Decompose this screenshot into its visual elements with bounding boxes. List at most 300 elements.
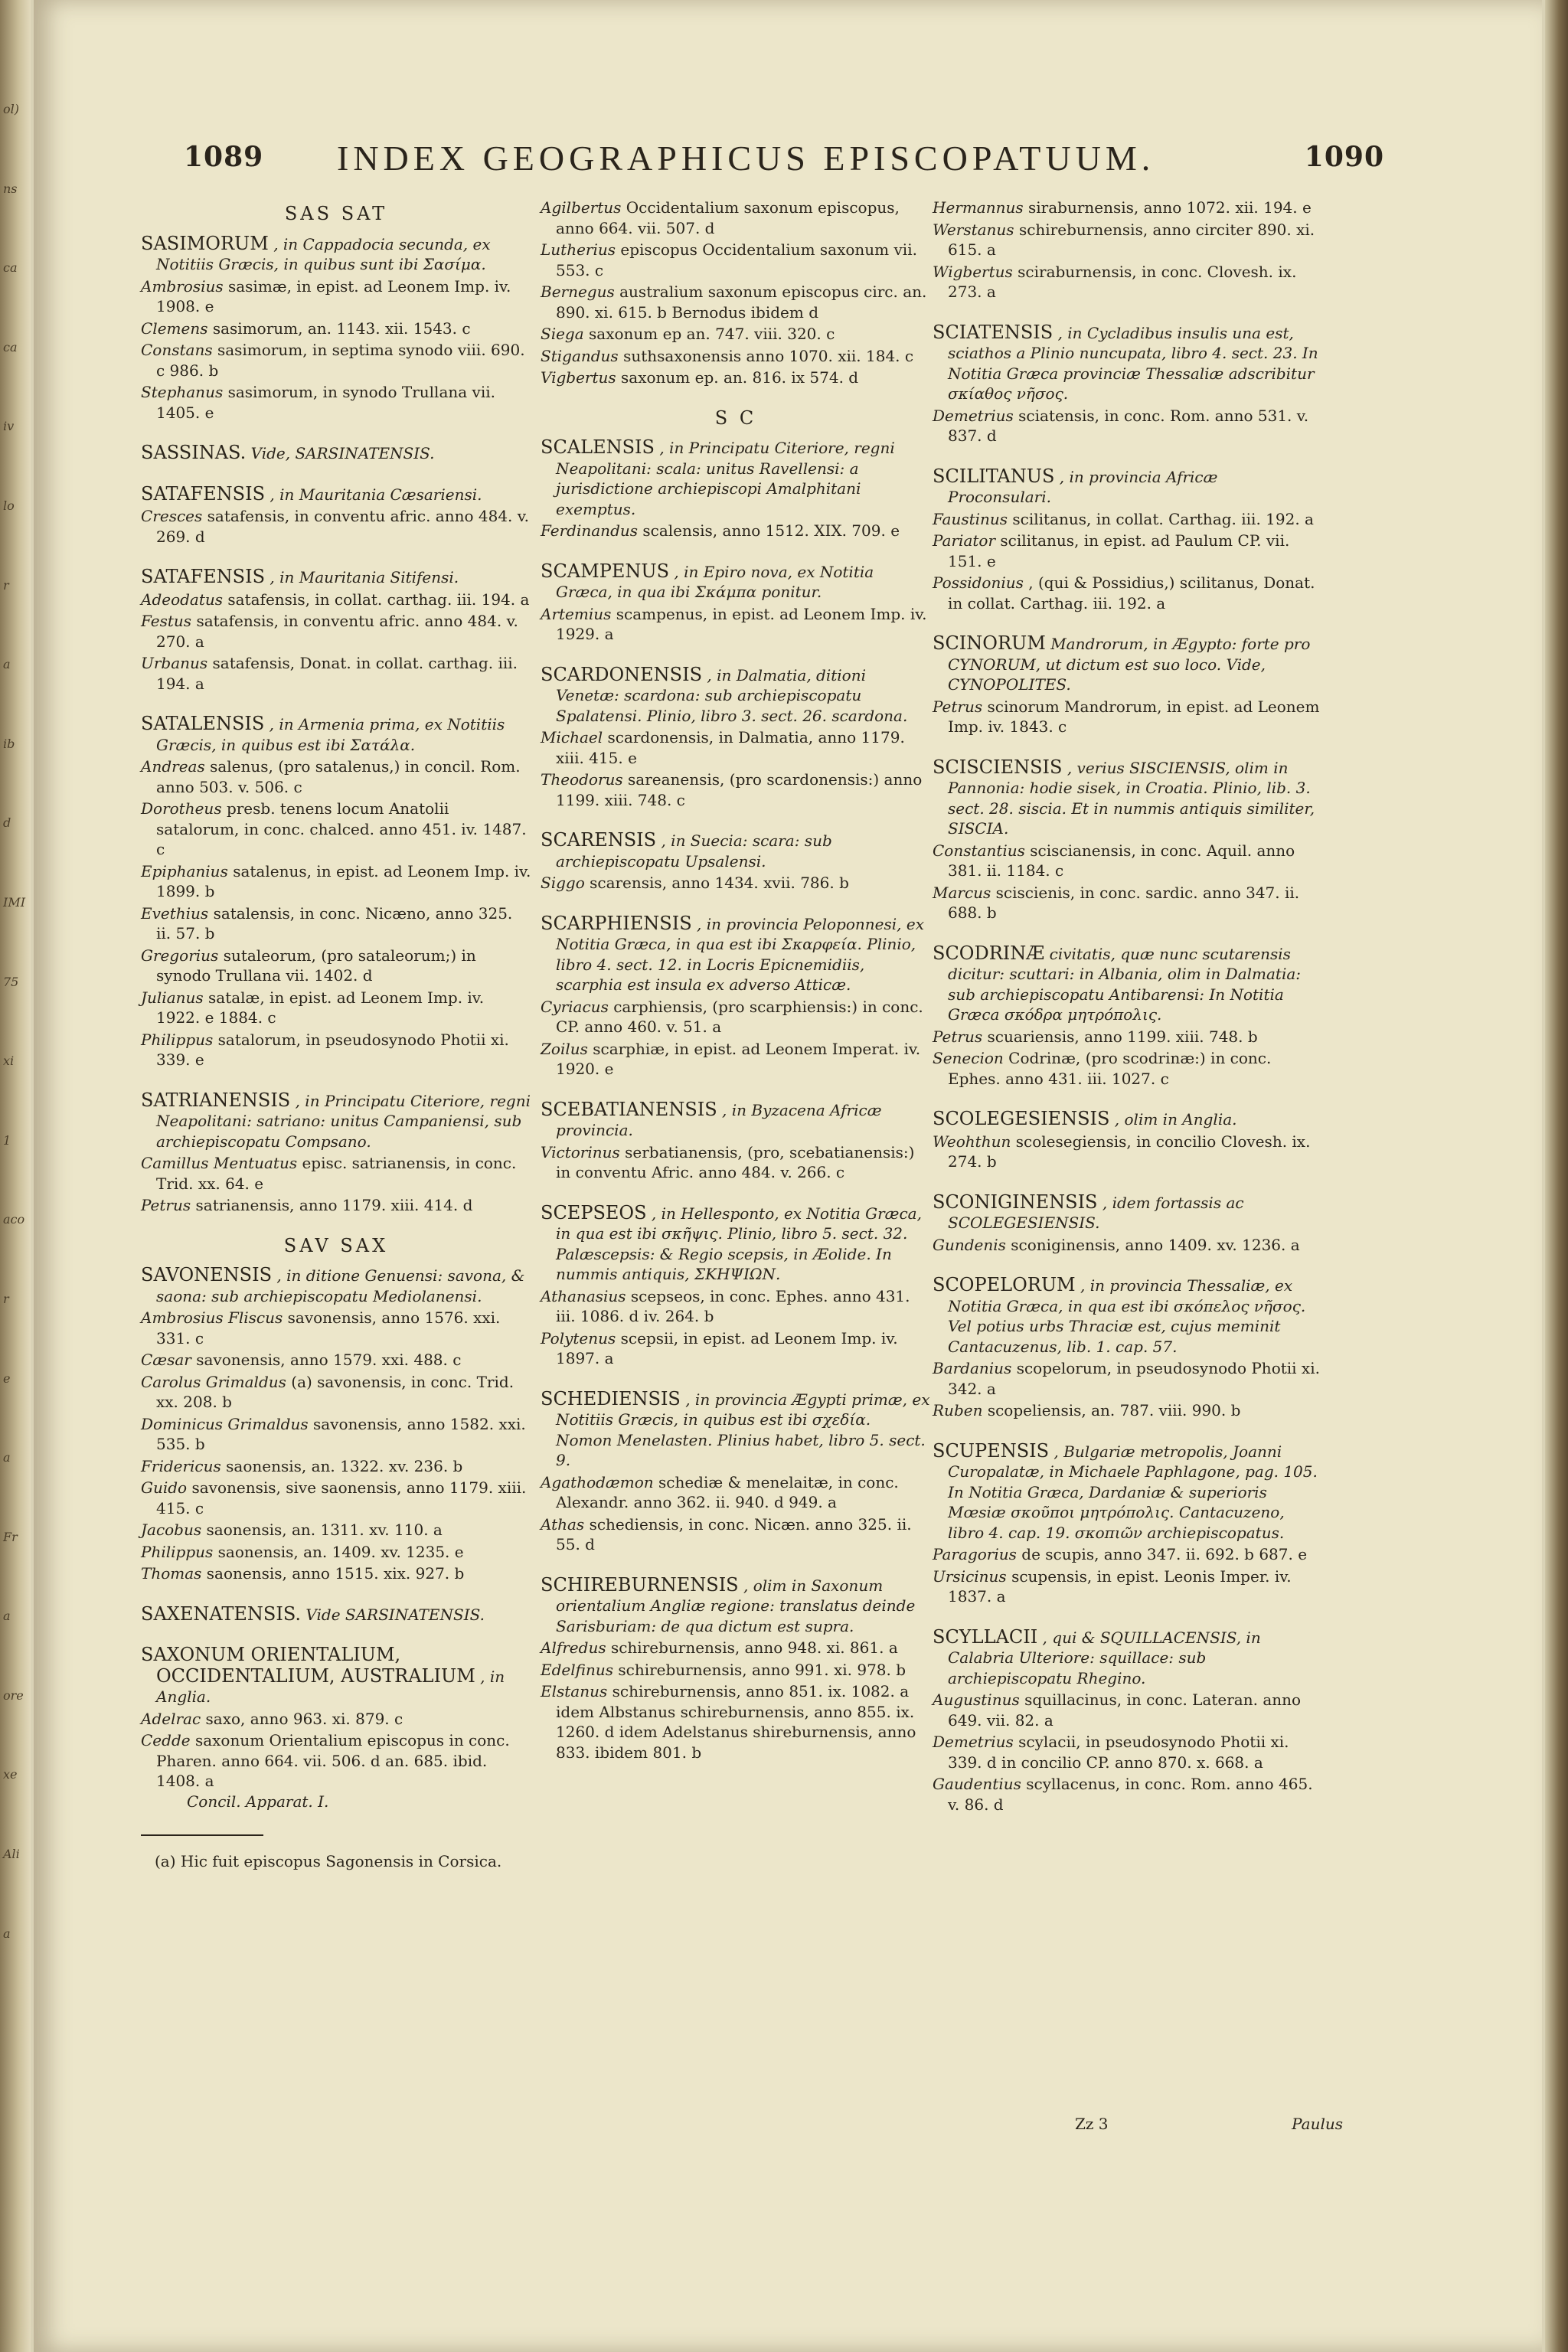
- index-entry: [541, 913, 931, 1080]
- page: [34, 0, 1542, 2352]
- entry-heading: [541, 913, 931, 995]
- entry-heading: [933, 1627, 1323, 1689]
- entry-heading: [141, 714, 531, 755]
- bishop-name: Julianus: [141, 988, 204, 1007]
- bishop-reference: schediæ & menelaitæ, in conc. Alexandr. anno 362. ii. 940. d 949. a: [556, 1472, 899, 1511]
- bishop-entry: [541, 873, 931, 893]
- index-entry: [541, 830, 931, 893]
- bishop-entry: [141, 1030, 531, 1070]
- bishop-entry: [933, 198, 1323, 218]
- bishop-reference: scilitanus, in epist. ad Paulum CP. vii. 151. e: [948, 531, 1290, 570]
- bishop-name: Gaudentius: [933, 1775, 1021, 1793]
- bishop-name: Ambrosius Fliscus: [141, 1308, 283, 1327]
- bishop-reference: scolesegiensis, in concilio Clovesh. ix. 274. b: [948, 1132, 1311, 1171]
- bishop-name: Bernegus: [541, 283, 615, 301]
- index-entry: [541, 561, 931, 645]
- bishop-entry: [141, 276, 531, 317]
- headword: SCISCIENSIS: [933, 756, 1063, 778]
- bishop-entry: [541, 368, 931, 388]
- bishop-name: Victorinus: [541, 1142, 620, 1161]
- entry-description: , in Cycladibus insulis una est, sciathos a Plinio nuncupata, libro 4. sect. 23. In Notitia Græca provinciæ Thessaliæ adscribitur σκίαθος νῆσος.: [948, 323, 1318, 403]
- running-title: INDEX GEOGRAPHICUS EPISCOPATUUM.: [337, 139, 1155, 178]
- bishop-name: Weohthun: [933, 1132, 1011, 1151]
- bishop-name: Lutherius: [541, 240, 616, 259]
- bishop-name: Polytenus: [541, 1328, 616, 1348]
- headword: SATAFENSIS: [141, 482, 266, 505]
- entry-description: , in ditione Genuensi: savona, & saona: sub archiepiscopatu Mediolanensi.: [156, 1266, 525, 1305]
- bishop-name: Thomas: [141, 1564, 202, 1583]
- bishop-name: Petrus: [933, 697, 983, 716]
- bishop-entry: [933, 841, 1323, 881]
- bishop-reference: scinorum Mandrorum, in epist. ad Leonem Imp. iv. 1843. c: [948, 697, 1320, 736]
- index-entry: [933, 466, 1323, 614]
- index-entry: [141, 1604, 531, 1625]
- entry-description: , in Byzacena Africæ provincia.: [556, 1100, 882, 1139]
- entry-heading: [933, 466, 1323, 508]
- bishop-name: Dorotheus: [141, 799, 222, 818]
- bishop-reference: siraburnensis, anno 1072. xii. 194. e: [1028, 198, 1312, 217]
- bishop-reference: scalensis, anno 1512. XIX. 709. e: [642, 521, 900, 540]
- bishop-reference: saonensis, an. 1311. xv. 110. a: [206, 1521, 443, 1539]
- headword: SCALENSIS: [541, 436, 655, 458]
- entry-description: , in Dalmatia, ditioni Venetæ: scardona: sub archiepiscopatu Spalatensi. Plinio, libro 3. sect. 26. scardona.: [556, 665, 908, 725]
- bishop-name: Marcus: [933, 883, 991, 902]
- entry-heading: [141, 484, 531, 505]
- bishop-name: Pariator: [933, 531, 996, 550]
- bishop-name: Siggo: [541, 874, 585, 892]
- bishop-entry: [933, 406, 1323, 446]
- spine-fragment: a: [3, 657, 11, 672]
- bishop-reference: scopelorum, in pseudosynodo Photii xi. 342. a: [948, 1359, 1320, 1398]
- entry-description: , Bulgariæ metropolis, Joanni Curopalatæ, in Michaele Paphlagone, pag. 105. In Notitia Græca, Dardaniæ & superioris Mœsiæ σκοῦποι μητρόπολις. Cantacuzeno, libro 4. cap. 19. σκοπιῶν archiepiscopatus.: [948, 1442, 1318, 1542]
- entry-heading: [541, 1575, 931, 1637]
- bishop-reference: satalensis, in conc. Nicæno, anno 325. ii. 57. b: [156, 903, 513, 942]
- headword: SCEBATIANENSIS: [541, 1098, 717, 1120]
- bishop-reference: serbatianensis, (pro, scebatianensis:) in conventu Afric. anno 484. v. 266. c: [556, 1142, 915, 1181]
- entry-description: , in provincia Peloponnesi, ex Notitia Græca, in qua est ibi Σκαρφεία. Plinio, libro 4. sect. 12. in Locris Epicnemidiis, scarphia est insula ex adverso Atticæ.: [556, 914, 924, 994]
- entry-description: , in provincia Africæ Proconsulari.: [948, 467, 1218, 506]
- entry-heading: [141, 1604, 531, 1625]
- bishop-name: Philippus: [141, 1542, 214, 1561]
- bishop-name: Faustinus: [933, 509, 1008, 528]
- bishop-entry: [933, 1774, 1323, 1815]
- bishop-entry: [141, 611, 531, 652]
- index-entry: [933, 757, 1323, 923]
- bishop-reference: satafensis, in conventu afric. anno 484. v. 270. a: [156, 612, 518, 651]
- bishop-entry: [141, 590, 531, 610]
- entry-description: , in Armenia prima, ex Notitiis Græcis, in quibus est ibi Σατάλα.: [156, 715, 505, 754]
- bishop-entry: [933, 1400, 1323, 1421]
- bishop-name: Constantius: [933, 841, 1025, 860]
- spine-fragment: a: [3, 1926, 11, 1941]
- bishop-reference: episc. satrianensis, in conc. Trid. xx. 64. e: [156, 1154, 517, 1193]
- headword: SCAMPENUS: [541, 560, 670, 582]
- entry-heading: [141, 1645, 531, 1707]
- entry-description: , in Epiro nova, ex Notitia Græca, in qua ibi Σκάμπα ponitur.: [556, 562, 874, 601]
- bishop-reference: suthsaxonensis anno 1070. xii. 184. c: [623, 346, 914, 365]
- bishop-entry: [541, 324, 931, 345]
- headword: SASIMORUM: [141, 232, 269, 254]
- entry-description: Vide SARSINATENSIS.: [305, 1605, 485, 1624]
- bishop-entry: [541, 346, 931, 367]
- bishop-reference: schireburnensis, anno 851. ix. 1082. a idem Albstanus schireburnensis, anno 855. ix. 1260. d idem Adelstanus shireburnensis, anno 833. ibidem 801. b: [556, 1682, 916, 1762]
- bishop-name: Camillus Mentuatus: [141, 1154, 298, 1172]
- bishop-reference: schireburnensis, anno circiter 890. xi. 615. a: [948, 220, 1315, 259]
- bishop-entry: [933, 1732, 1323, 1772]
- entry-description: , in Principatu Citeriore, regni Neapolitani: satriano: unitus Campaniensi, sub archiepiscopatu Compsano.: [156, 1091, 531, 1151]
- index-entry: [141, 1265, 531, 1584]
- bishop-reference: savonensis, sive saonensis, anno 1179. xiii. 415. c: [156, 1478, 527, 1517]
- headword: SCODRINÆ: [933, 942, 1045, 964]
- spine-fragment: Fr: [3, 1529, 18, 1544]
- bishop-entry: [541, 1328, 931, 1369]
- spine-fragment: d: [3, 815, 11, 831]
- headword: SCHEDIENSIS: [541, 1387, 681, 1410]
- bishop-entry: [933, 697, 1323, 737]
- bishop-name: Siega: [541, 325, 584, 343]
- spine-fragment: ns: [3, 181, 18, 196]
- bishop-reference: sareanensis, (pro scardonensis:) anno 1199. xiii. 748. c: [556, 770, 923, 809]
- bishop-reference: saonensis, an. 1409. xv. 1235. e: [217, 1542, 464, 1561]
- bishop-name: Cæsar: [141, 1351, 191, 1369]
- bishop-name: Petrus: [141, 1196, 191, 1214]
- bishop-name: Gregorius: [141, 946, 219, 965]
- bishop-entry: [541, 769, 931, 810]
- bishop-entry: [541, 1514, 931, 1555]
- spine-fragment: 75: [3, 974, 19, 989]
- spine-fragment: aco: [3, 1212, 25, 1227]
- index-entry: [541, 665, 931, 811]
- entry-description: , in Cappadocia secunda, ex Notitiis Græcis, in quibus sunt ibi Σασίμα.: [156, 234, 491, 273]
- bishop-reference: scepsii, in epist. ad Leonem Imp. iv. 1897. a: [556, 1328, 898, 1367]
- bishop-name: Festus: [141, 612, 192, 630]
- bishop-name: Cyriacus: [541, 997, 609, 1016]
- headword: SCONIGINENSIS: [933, 1191, 1098, 1213]
- bishop-entry: [141, 1350, 531, 1370]
- bishop-entry: [141, 946, 531, 986]
- entry-heading: [933, 322, 1323, 404]
- bishop-name: Ferdinandus: [541, 521, 639, 540]
- bishop-entry: [541, 997, 931, 1037]
- bishop-name: Evethius: [141, 903, 209, 923]
- bishop-entry: [541, 727, 931, 768]
- bishop-reference: squillacinus, in conc. Lateran. anno 649. vii. 82. a: [948, 1690, 1302, 1730]
- headword: SATRIANENSIS: [141, 1089, 291, 1111]
- bishop-reference: scyllacenus, in conc. Rom. anno 465. v. 86. d: [948, 1775, 1313, 1814]
- bishop-reference: savonensis, anno 1582. xxi. 535. b: [156, 1414, 526, 1453]
- bishop-reference: sciraburnensis, in conc. Clovesh. ix. 273. a: [948, 262, 1297, 301]
- bishop-reference: (a) savonensis, in conc. Trid. xx. 208. b: [156, 1372, 514, 1411]
- bishop-reference: sciscianensis, in conc. Aquil. anno 381. ii. 1184. c: [948, 841, 1295, 880]
- headword: SCARENSIS: [541, 829, 657, 851]
- bishop-name: Adeodatus: [141, 590, 224, 609]
- bishop-reference: satafensis, Donat. in collat. carthag. iii. 194. a: [156, 654, 518, 693]
- index-entry: [541, 1203, 931, 1369]
- entry-description: , in Principatu Citeriore, regni Neapolitani: scala: unitus Ravellensi: a jurisdictione archiepiscopi Amalphitani exemptus.: [556, 439, 895, 518]
- bishop-name: Paragorius: [933, 1545, 1017, 1563]
- bishop-reference: scarensis, anno 1434. xvii. 786. b: [590, 874, 849, 892]
- index-entry: [141, 567, 531, 694]
- bishop-reference: sciatensis, in conc. Rom. anno 531. v. 837. d: [948, 406, 1309, 445]
- book-fore-edge: [1545, 0, 1568, 2352]
- index-columns: [141, 196, 1320, 2156]
- bishop-name: Zoilus: [541, 1039, 588, 1058]
- bishop-name: Stigandus: [541, 346, 619, 365]
- bishop-entry: [933, 1544, 1323, 1565]
- section-heading: SAV SAX: [283, 1234, 389, 1256]
- entry-heading: [141, 1090, 531, 1152]
- headword: SAXONUM ORIENTALIUM, OCCIDENTALIUM, AUSTRALIUM: [141, 1644, 475, 1687]
- entry-heading: [141, 1265, 531, 1306]
- bishop-name: Wigbertus: [933, 262, 1013, 281]
- bishop-entry: [933, 883, 1323, 923]
- bishop-entry: [141, 1372, 531, 1413]
- spine-fragment: a: [3, 1450, 11, 1465]
- bishop-entry: [141, 506, 531, 547]
- headword: SAVONENSIS: [141, 1264, 273, 1285]
- entry-heading: [541, 1099, 931, 1141]
- bishop-entry: [933, 531, 1323, 571]
- bishop-name: Hermannus: [933, 198, 1024, 217]
- spine-fragment: xi: [3, 1054, 15, 1069]
- entry-heading: [141, 234, 531, 275]
- column-1: [141, 196, 531, 1886]
- bishop-entry: [141, 861, 531, 902]
- index-entry: [933, 1627, 1323, 1815]
- bishop-name: Agathodæmon: [541, 1472, 654, 1491]
- bishop-reference: scylacii, in pseudosynodo Photii xi. 339. d in concilio CP. anno 870. x. 668. a: [948, 1733, 1289, 1772]
- bishop-reference: saxo, anno 963. xi. 879. c: [205, 1709, 403, 1728]
- entry-description: , qui & SQUILLACENSIS, in Calabria Ulteriore: squillace: sub archiepiscopatu Rhegino.: [948, 1628, 1261, 1687]
- bishop-reference: sasimorum, in synodo Trullana vii. 1405. e: [156, 383, 495, 422]
- spine-fragment: Ali: [3, 1847, 20, 1862]
- bishop-entry: [141, 382, 531, 423]
- bishop-entry: [933, 1027, 1323, 1047]
- entry-heading: [141, 567, 531, 588]
- footnote-rule: [141, 1834, 263, 1836]
- bishop-reference: Codrinæ, (pro scodrinæ:) in conc. Ephes. anno 431. iii. 1027. c: [948, 1049, 1272, 1088]
- spine-fragment: iv: [3, 419, 15, 434]
- index-entry: [541, 198, 931, 388]
- bishop-reference: scuariensis, anno 1199. xiii. 748. b: [987, 1027, 1258, 1046]
- entry-heading: [141, 443, 531, 464]
- headword: SCUPENSIS: [933, 1439, 1050, 1462]
- bishop-name: Petrus: [933, 1027, 983, 1046]
- facing-page-edge: [0, 0, 31, 2352]
- spine-fragment: ca: [3, 260, 18, 276]
- bishop-name: Cresces: [141, 507, 203, 525]
- section-heading: S C: [714, 407, 757, 429]
- bishop-name: Jacobus: [141, 1521, 202, 1539]
- bishop-name: Theodorus: [541, 770, 623, 789]
- bishop-reference: scopeliensis, an. 787. viii. 990. b: [987, 1401, 1241, 1419]
- headword: SCARDONENSIS: [541, 663, 703, 685]
- bishop-name: Athas: [541, 1514, 585, 1534]
- spine-fragment: r: [3, 577, 9, 593]
- bishop-name: Clemens: [141, 318, 208, 338]
- bishop-entry: [933, 1132, 1323, 1172]
- entry-description: , idem fortassis ac SCOLEGESIENSIS.: [948, 1193, 1244, 1232]
- bishop-entry: [933, 262, 1323, 302]
- bishop-entry: [933, 573, 1323, 613]
- index-entry: [541, 1099, 931, 1183]
- index-entry: [141, 714, 531, 1070]
- bishop-name: Artemius: [541, 604, 612, 623]
- bishop-name: Augustinus: [933, 1690, 1020, 1709]
- headword: SCINORUM: [933, 632, 1046, 654]
- bishop-entry: [141, 1153, 531, 1194]
- bishop-entry: [141, 1308, 531, 1348]
- bishop-name: Michael: [541, 728, 603, 746]
- bishop-name: Demetrius: [933, 1733, 1014, 1751]
- bishop-name: Carolus Grimaldus: [141, 1372, 286, 1391]
- headword: SAXENATENSIS.: [141, 1602, 302, 1625]
- bishop-entry: [141, 653, 531, 694]
- entry-description: , in Mauritania Cæsariensi.: [270, 485, 482, 504]
- column-2: [541, 196, 931, 1782]
- bishop-name: Elstanus: [541, 1682, 608, 1700]
- page-number-right: 1090: [1304, 141, 1384, 173]
- bishop-reference: sconiginensis, anno 1409. xv. 1236. a: [1011, 1235, 1300, 1254]
- spine-fragment: ol): [3, 102, 19, 116]
- bishop-entry: [141, 1478, 531, 1518]
- bishop-name: Vigbertus: [541, 368, 616, 387]
- bishop-reference: scampenus, in epist. ad Leonem Imp. iv. 1929. a: [556, 604, 927, 643]
- bishop-entry: [541, 282, 931, 322]
- bishop-reference: saxonum Orientalium episcopus in conc. Pharen. anno 664. vii. 506. d an. 685. ibid. 1408. a: [156, 1731, 510, 1790]
- bishop-name: Andreas: [141, 757, 205, 776]
- bishop-reference: satrianensis, anno 1179. xiii. 414. d: [195, 1196, 473, 1214]
- bishop-reference: saxonum ep an. 747. viii. 320. c: [589, 325, 835, 343]
- bishop-entry: [141, 799, 531, 860]
- bishop-reference: savonensis, anno 1579. xxi. 488. c: [196, 1351, 462, 1369]
- bishop-entry: [541, 1660, 931, 1681]
- bishop-name: Fridericus: [141, 1456, 221, 1475]
- bishop-entry: [141, 1456, 531, 1477]
- bishop-name: Gundenis: [933, 1235, 1006, 1254]
- bishop-name: Senecion: [933, 1049, 1004, 1067]
- entry-heading: [933, 1192, 1323, 1233]
- bishop-entry: [541, 1681, 931, 1762]
- index-entry: [141, 484, 531, 547]
- bishop-entry: [141, 1730, 531, 1792]
- entry-description: , in provincia Thessaliæ, ex Notitia Græca, in qua est ibi σκόπελος νῆσος. Vel potius urbs Thraciæ est, cujus meminit Cantacuzenus, lib. 1. cap. 57.: [948, 1276, 1306, 1356]
- bishop-entry: [141, 1542, 531, 1563]
- spine-fragment: lo: [3, 498, 15, 513]
- spine-fragment: ca: [3, 339, 18, 354]
- bishop-name: Bardanius: [933, 1359, 1012, 1377]
- index-entry: [541, 1575, 931, 1763]
- entry-description: Mandrorum, in Ægypto: forte pro CYNORUM, ut dictum est suo loco. Vide, CYNOPOLITES.: [948, 635, 1311, 694]
- bishop-reference: schireburnensis, anno 948. xi. 861. a: [610, 1638, 898, 1657]
- bishop-name: Ursicinus: [933, 1566, 1007, 1586]
- bishop-reference: sciscienis, in conc. sardic. anno 347. ii. 688. b: [948, 883, 1300, 922]
- page-number-left: 1089: [184, 141, 264, 173]
- headword: SCOPELORUM: [933, 1274, 1076, 1295]
- index-entry: [933, 943, 1323, 1089]
- bishop-reference: de scupis, anno 347. ii. 692. b 687. e: [1021, 1545, 1308, 1563]
- bishop-entry: [933, 509, 1323, 530]
- headword: SCIATENSIS: [933, 321, 1054, 343]
- entry-heading: [933, 943, 1323, 1025]
- bishop-entry: [541, 1638, 931, 1658]
- bishop-reference: scarphiæ, in epist. ad Leonem Imperat. iv. 1920. e: [556, 1039, 921, 1078]
- bishop-reference: sutaleorum, (pro sataleorum;) in synodo Trullana vii. 1402. d: [156, 946, 476, 985]
- entry-description: , olim in Anglia.: [1114, 1110, 1237, 1129]
- bishop-reference: saonensis, anno 1515. xix. 927. b: [206, 1564, 465, 1583]
- index-entry: [141, 234, 531, 423]
- bishop-reference: episcopus Occidentalium saxonum vii. 553. c: [556, 240, 917, 279]
- bishop-name: Epiphanius: [141, 861, 228, 880]
- spine-fragment: xe: [3, 1767, 18, 1782]
- spine-fragment: IMI: [3, 894, 26, 910]
- bishop-reference: schireburnensis, anno 991. xi. 978. b: [618, 1660, 906, 1679]
- index-entry: [141, 1090, 531, 1216]
- section-heading: SAS SAT: [284, 203, 388, 224]
- spine-fragment: a: [3, 1609, 11, 1624]
- bishop-entry: [541, 1039, 931, 1080]
- spine-fragment: e: [3, 1370, 11, 1386]
- bishop-entry: [933, 1235, 1323, 1256]
- bishop-reference: saonensis, an. 1322. xv. 236. b: [226, 1456, 463, 1475]
- headword: SCYLLACII: [933, 1625, 1038, 1648]
- bishop-name: Alfredus: [541, 1638, 606, 1657]
- entry-description: , in Hellesponto, ex Notitia Græca, in qua est ibi σκῆψις. Plinio, libro 5. sect. 32. Palæscepsis: & Regio scepsis, in Æolide. In nummis antiquis, ΣΚΗΨΙΩΝ.: [556, 1204, 922, 1283]
- bishop-reference: schediensis, in conc. Nicæn. anno 325. ii. 55. d: [556, 1514, 912, 1553]
- spine-fragment: r: [3, 1291, 9, 1306]
- bishop-entry: [141, 1195, 531, 1216]
- spine-fragment: ib: [3, 736, 15, 751]
- entry-heading: [541, 830, 931, 871]
- bishop-reference: scilitanus, in collat. Carthag. iii. 192. a: [1012, 509, 1314, 528]
- bishop-entry: [141, 1414, 531, 1455]
- entry-description: , in Suecia: scara: sub archiepiscopatu Upsalensi.: [556, 831, 832, 871]
- bishop-entry: [541, 521, 931, 541]
- column-3: [933, 196, 1323, 1834]
- running-head: [184, 138, 1384, 191]
- bishop-reference: australium saxonum episcopus circ. an. 890. xi. 615. b Bernodus ibidem d: [556, 283, 927, 322]
- bishop-name: Urbanus: [141, 654, 208, 672]
- entry-heading: [541, 561, 931, 603]
- entry-description: , in provincia Ægypti primæ, ex Notitiis Græcis, in quibus est ibi σχεδία. Nomon Menelasten. Plinius habet, libro 5. sect. 9.: [556, 1390, 930, 1469]
- index-entry: [933, 1275, 1323, 1421]
- bishop-entry: [933, 1358, 1323, 1399]
- headword: SATALENSIS: [141, 713, 265, 734]
- entry-description: , in Anglia.: [156, 1667, 505, 1706]
- bishop-name: Agilbertus: [541, 198, 622, 217]
- bishop-entry: [141, 318, 531, 339]
- bishop-reference: sasimæ, in epist. ad Leonem Imp. iv. 1908. e: [156, 276, 511, 315]
- bishop-name: Possidonius: [933, 573, 1024, 592]
- entry-heading: [541, 665, 931, 727]
- entry-trailer: Concil. Apparat. I.: [187, 1792, 329, 1811]
- bishop-reference: salenus, (pro satalenus,) in concil. Rom. anno 503. v. 506. c: [156, 757, 521, 796]
- bishop-reference: Occidentalium saxonum episcopus, anno 664. vii. 507. d: [556, 198, 900, 237]
- bishop-reference: scardonensis, in Dalmatia, anno 1179. xiii. 415. e: [556, 728, 905, 767]
- bishop-entry: [141, 1563, 531, 1584]
- bishop-name: Edelfinus: [541, 1660, 613, 1679]
- index-entry: [933, 198, 1323, 302]
- footnote: (a) Hic fuit episcopus Sagonensis in Corsica.: [155, 1852, 502, 1870]
- bishop-reference: satalæ, in epist. ad Leonem Imp. iv. 1922. e 1884. c: [156, 988, 485, 1027]
- index-entry: [541, 1389, 931, 1555]
- bishop-name: Constans: [141, 341, 213, 359]
- bishop-name: Philippus: [141, 1030, 214, 1049]
- bishop-reference: saxonum ep. an. 816. ix 574. d: [621, 368, 859, 387]
- bishop-reference: satalorum, in pseudosynodo Photii xi. 339. e: [156, 1030, 509, 1069]
- catchword: Paulus: [1292, 2115, 1343, 2133]
- entry-description: Vide, SARSINATENSIS.: [250, 444, 435, 462]
